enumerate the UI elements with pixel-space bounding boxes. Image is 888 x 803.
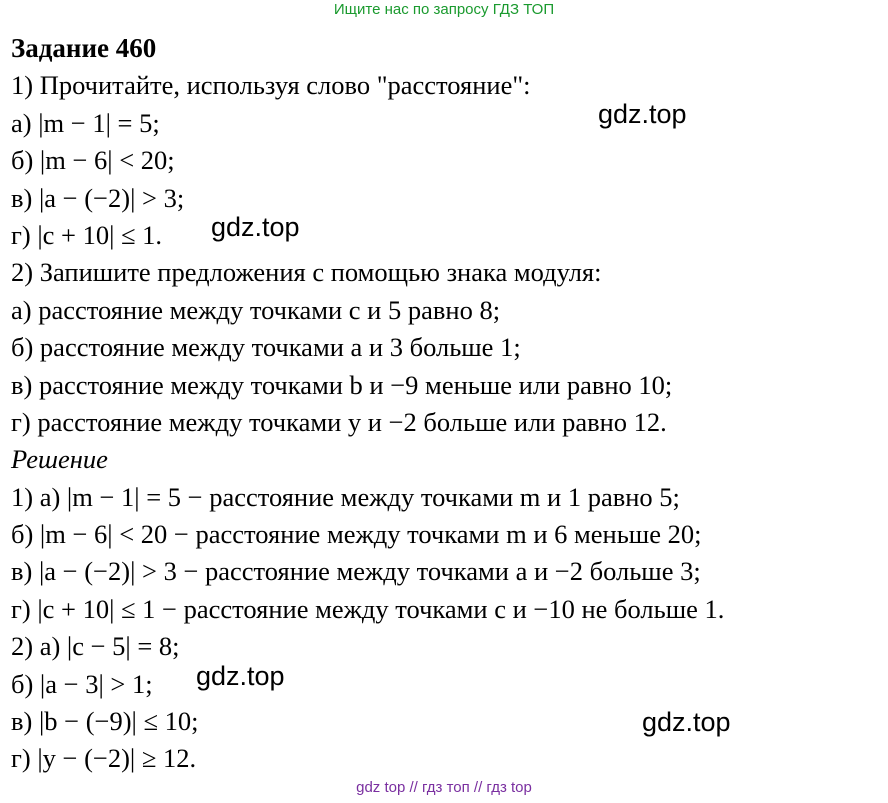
task-line: а) расстояние между точками c и 5 равно 8;: [11, 294, 501, 325]
solution-line: б) |m − 6| < 20 − расстояние между точками m и 6 меньше 20;: [11, 519, 702, 550]
task-line: а) |m − 1| = 5;: [11, 107, 160, 138]
watermark-text: gdz.top: [196, 661, 285, 691]
solution-line: в) |a − (−2)| > 3 − расстояние между точками a и −2 больше 3;: [11, 556, 701, 587]
task-line: г) |c + 10| ≤ 1.: [11, 219, 163, 250]
solution-line: г) |y − (−2)| ≥ 12.: [11, 743, 197, 774]
top-banner: Ищите нас по запросу ГДЗ ТОП: [333, 1, 555, 18]
task-title: Задание 460: [11, 33, 157, 63]
task-line: в) |a − (−2)| > 3;: [11, 182, 185, 213]
watermark-text: gdz.top: [642, 707, 731, 737]
task-line: 2) Запишите предложения с помощью знака модуля:: [11, 257, 602, 288]
task-line: в) расстояние между точками b и −9 меньше или равно 10;: [11, 369, 673, 400]
watermark-text: gdz.top: [598, 99, 687, 129]
solution-line: в) |b − (−9)| ≤ 10;: [11, 706, 199, 737]
task-line: г) расстояние между точками y и −2 больше или равно 12.: [11, 406, 667, 437]
solution-line: г) |c + 10| ≤ 1 − расстояние между точками c и −10 не больше 1.: [11, 593, 725, 624]
task-line: 1) Прочитайте, используя слово "расстояние":: [11, 70, 531, 101]
solution-line: 2) а) |c − 5| = 8;: [11, 631, 180, 662]
solution-line: 1) а) |m − 1| = 5 − расстояние между точками m и 1 равно 5;: [11, 481, 680, 512]
task-document: [11, 30, 881, 778]
solution-title: Решение: [11, 444, 108, 475]
solution-line: б) |a − 3| > 1;: [11, 668, 153, 699]
task-line: б) расстояние между точками a и 3 больше 1;: [11, 332, 521, 363]
footer-links: gdz top // гдз топ // гдз top: [356, 779, 532, 796]
task-line: б) |m − 6| < 20;: [11, 145, 175, 176]
watermark-text: gdz.top: [211, 212, 300, 242]
